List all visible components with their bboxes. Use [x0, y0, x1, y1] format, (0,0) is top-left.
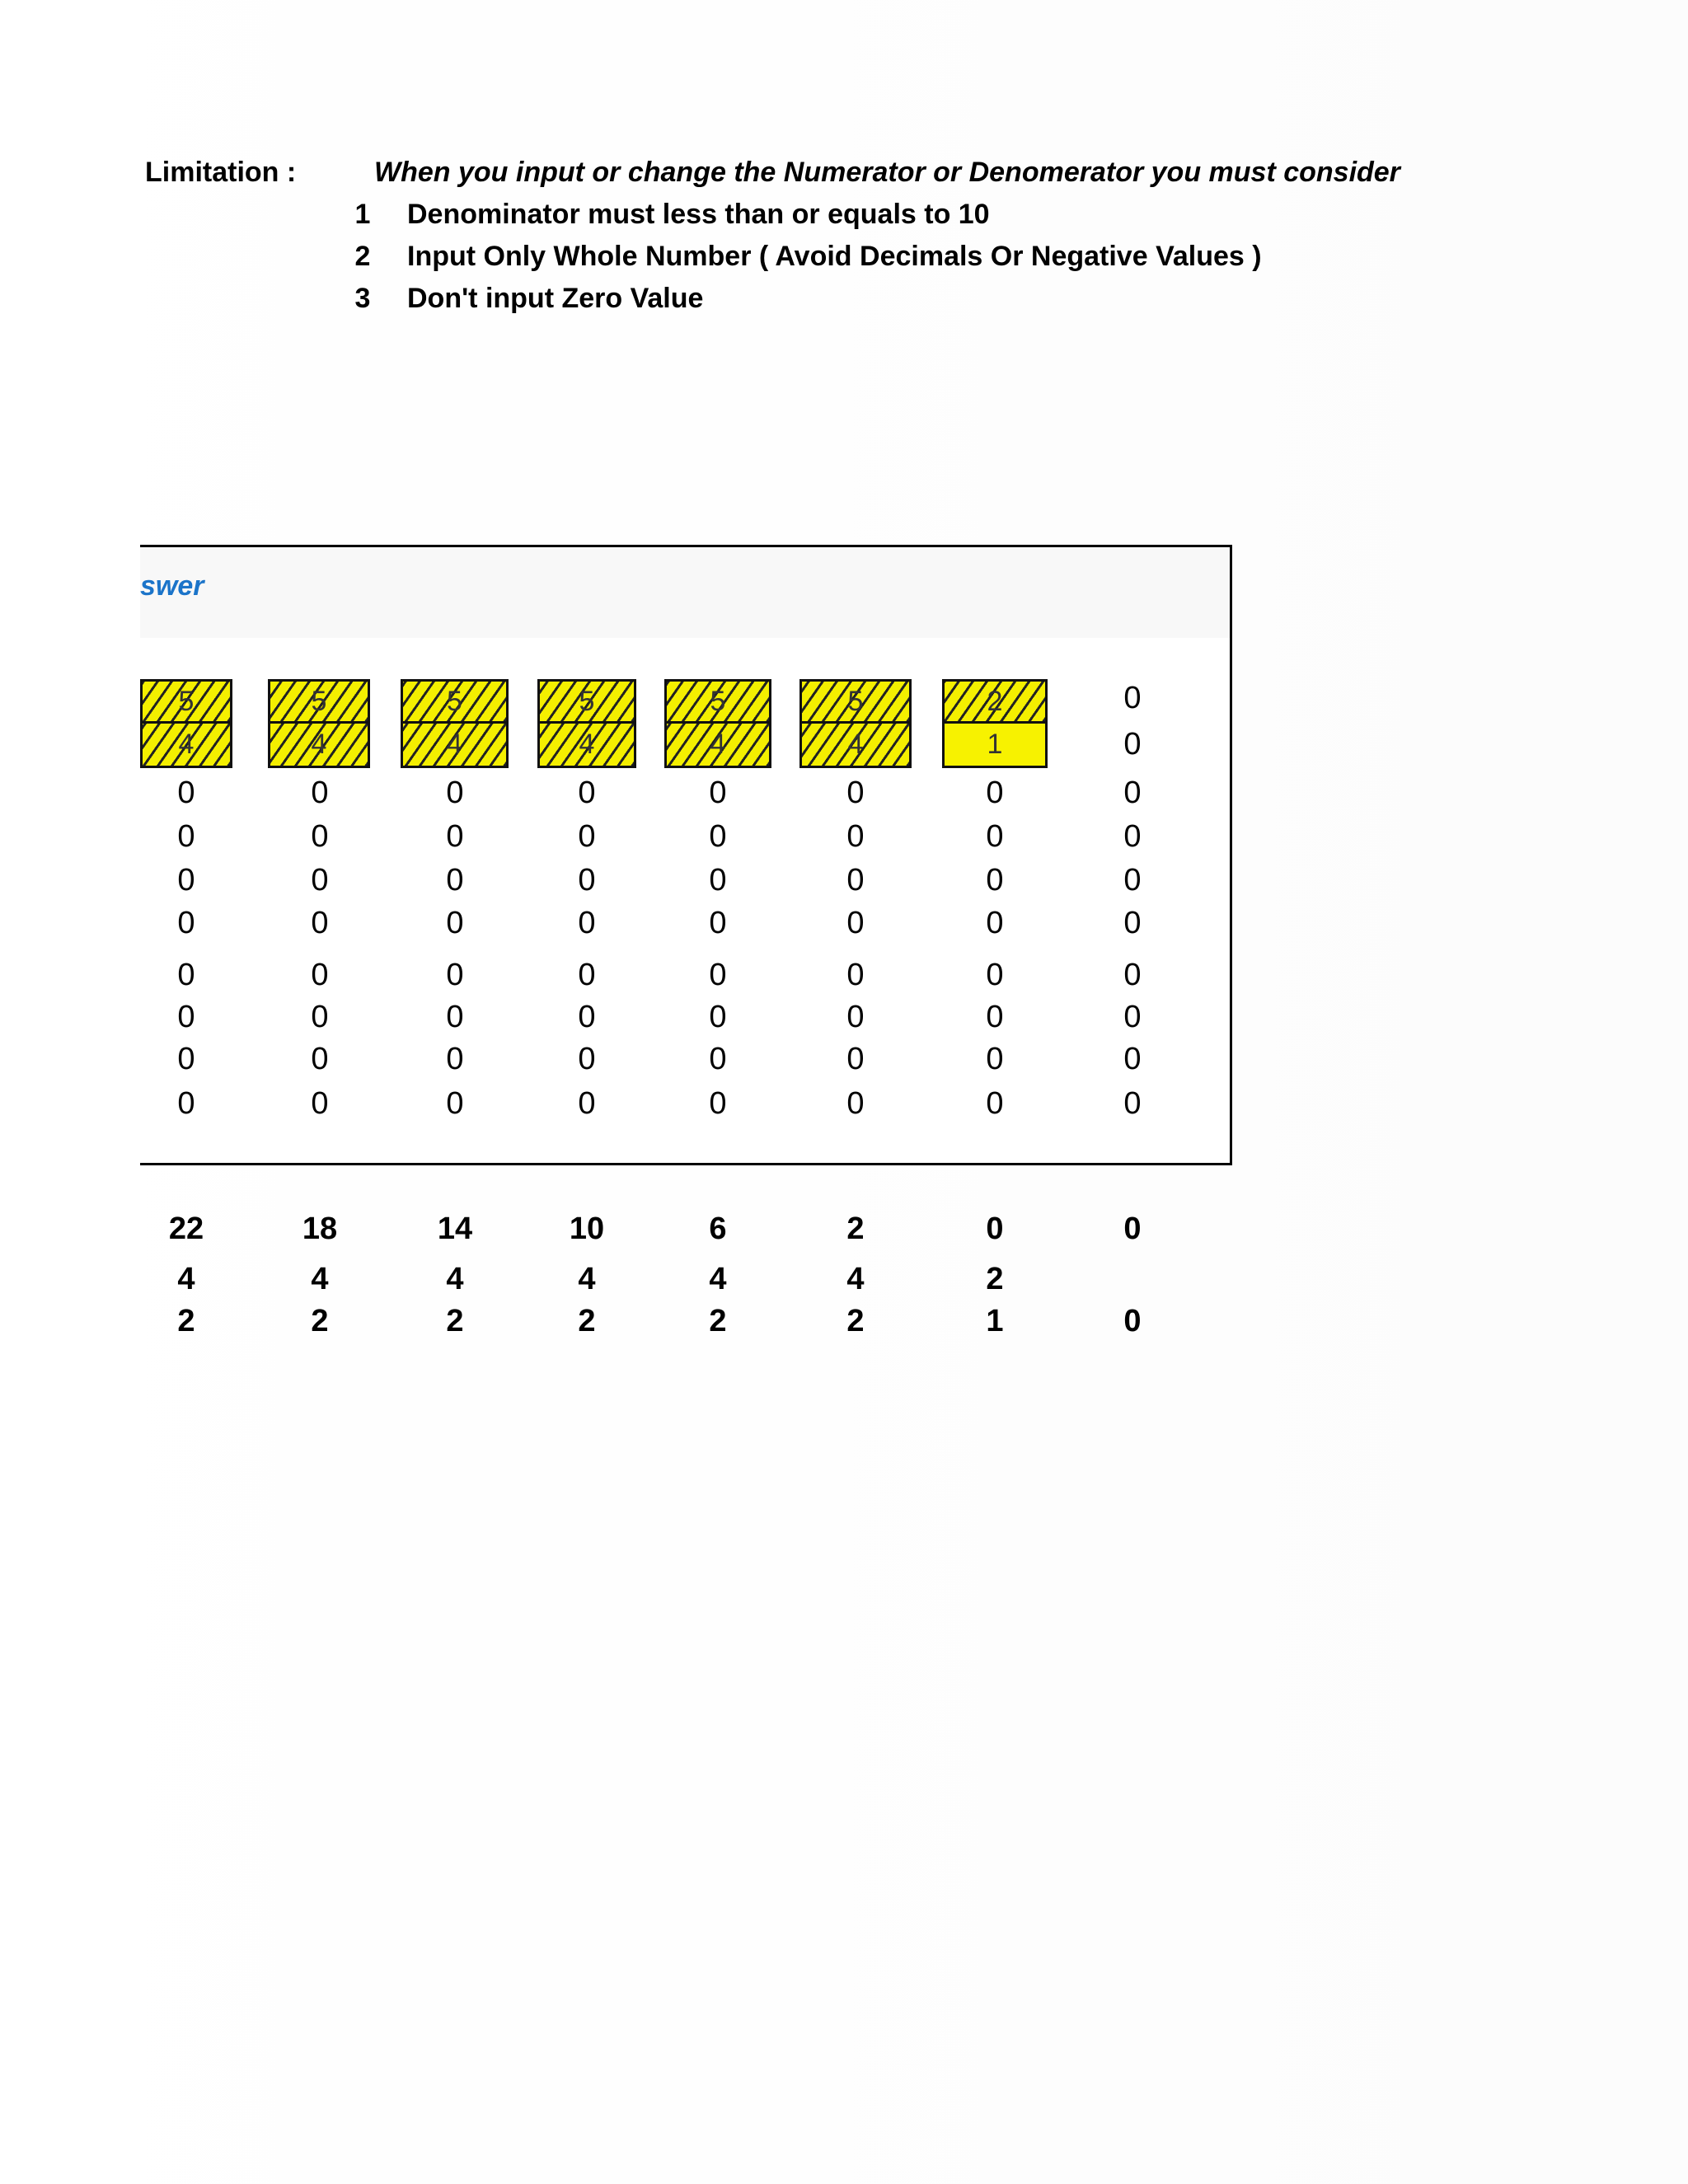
grid-cell: 0	[846, 819, 865, 854]
grid-cell: 0	[446, 819, 464, 854]
fraction-numerator: 2	[945, 682, 1045, 724]
fraction-box	[401, 679, 509, 768]
grid-cell: 0	[986, 819, 1004, 854]
grid-cell: 0	[446, 1086, 464, 1121]
fraction-denominator: 4	[667, 724, 769, 766]
summary-cell: 4	[846, 1262, 865, 1296]
grid-cell: 0	[1123, 1086, 1142, 1121]
grid-cell: 0	[846, 958, 865, 992]
grid-cell: 0	[986, 906, 1004, 940]
grid-cell: 0	[1123, 819, 1142, 854]
grid-cell: 0	[1123, 906, 1142, 940]
grid-cell: 0	[709, 958, 727, 992]
fraction-denominator: 1	[945, 724, 1045, 766]
grid-cell: 0	[709, 776, 727, 810]
fraction-denominator: 4	[540, 724, 634, 766]
grid-cell: 0	[846, 906, 865, 940]
fraction-box	[537, 679, 636, 768]
fraction-denominator: 4	[802, 724, 909, 766]
grid-cell: 0	[1123, 776, 1142, 810]
grid-cell: 0	[709, 906, 727, 940]
summary-cell: 4	[578, 1262, 596, 1296]
fraction-denominator: 4	[403, 724, 506, 766]
grid-cell: 0	[709, 1000, 727, 1034]
rule-text: Don't input Zero Value	[407, 283, 704, 314]
grid-cell: 0	[177, 863, 195, 898]
grid-cell: 0	[311, 819, 329, 854]
answer-label: swer	[140, 570, 204, 602]
summary-cell: 18	[302, 1212, 338, 1246]
limitation-label: Limitation :	[145, 157, 297, 188]
grid-cell: 0	[446, 776, 464, 810]
summary-cell: 14	[437, 1212, 473, 1246]
grid-cell: 0	[578, 1042, 596, 1076]
summary-cell: 6	[709, 1212, 727, 1246]
grid-cell: 0	[177, 1086, 195, 1121]
grid-cell: 0	[1123, 1000, 1142, 1034]
grid-cell: 0	[1123, 681, 1142, 715]
fraction-numerator: 5	[143, 682, 230, 724]
summary-cell: 0	[1123, 1212, 1142, 1246]
grid-cell: 0	[446, 906, 464, 940]
grid-cell: 0	[846, 1042, 865, 1076]
grid-cell: 0	[311, 776, 329, 810]
rule-number: 1	[354, 199, 371, 230]
grid-cell: 0	[846, 863, 865, 898]
grid-cell: 0	[1123, 863, 1142, 898]
summary-cell: 2	[986, 1262, 1004, 1296]
rule-text: Input Only Whole Number ( Avoid Decimals Or Negative Values )	[407, 241, 1262, 272]
summary-cell: 4	[177, 1262, 195, 1296]
grid-cell: 0	[311, 1086, 329, 1121]
grid-cell: 0	[446, 958, 464, 992]
grid-cell: 0	[311, 1000, 329, 1034]
grid-cell: 0	[578, 958, 596, 992]
fraction-denominator: 4	[143, 724, 230, 766]
fraction-box	[268, 679, 370, 768]
grid-cell: 0	[177, 1000, 195, 1034]
fraction-numerator: 5	[540, 682, 634, 724]
grid-cell: 0	[1123, 1042, 1142, 1076]
summary-cell: 2	[177, 1304, 195, 1338]
fraction-box	[942, 679, 1048, 768]
summary-cell: 4	[446, 1262, 464, 1296]
grid-cell: 0	[1123, 958, 1142, 992]
rule-number: 3	[354, 283, 371, 314]
grid-cell: 0	[986, 1000, 1004, 1034]
summary-cell: 2	[446, 1304, 464, 1338]
summary-cell: 2	[846, 1304, 865, 1338]
summary-cell: 0	[1123, 1304, 1142, 1338]
grid-cell: 0	[177, 906, 195, 940]
grid-cell: 0	[986, 958, 1004, 992]
fraction-numerator: 5	[667, 682, 769, 724]
grid-cell: 0	[1123, 727, 1142, 762]
grid-cell: 0	[446, 1000, 464, 1034]
rule-text: Denominator must less than or equals to 10	[407, 199, 990, 230]
grid-cell: 0	[446, 1042, 464, 1076]
grid-cell: 0	[578, 776, 596, 810]
grid-cell: 0	[177, 819, 195, 854]
grid-cell: 0	[578, 906, 596, 940]
answer-header-band	[140, 547, 1230, 638]
summary-cell: 1	[986, 1304, 1004, 1338]
summary-cell: 0	[986, 1212, 1004, 1246]
grid-cell: 0	[709, 1086, 727, 1121]
grid-cell: 0	[578, 819, 596, 854]
grid-cell: 0	[986, 1086, 1004, 1121]
summary-cell: 22	[168, 1212, 204, 1246]
summary-cell: 2	[846, 1212, 865, 1246]
summary-cell: 2	[578, 1304, 596, 1338]
fraction-box	[799, 679, 912, 768]
summary-cell: 2	[709, 1304, 727, 1338]
grid-cell: 0	[709, 1042, 727, 1076]
fraction-numerator: 5	[802, 682, 909, 724]
grid-cell: 0	[986, 776, 1004, 810]
grid-cell: 0	[177, 1042, 195, 1076]
grid-cell: 0	[846, 1000, 865, 1034]
fraction-numerator: 5	[270, 682, 368, 724]
grid-cell: 0	[311, 906, 329, 940]
grid-cell: 0	[311, 1042, 329, 1076]
grid-cell: 0	[578, 1086, 596, 1121]
grid-cell: 0	[446, 863, 464, 898]
grid-cell: 0	[986, 1042, 1004, 1076]
grid-cell: 0	[177, 776, 195, 810]
fraction-denominator: 4	[270, 724, 368, 766]
grid-cell: 0	[311, 958, 329, 992]
summary-cell: 10	[569, 1212, 605, 1246]
limitation-intro: When you input or change the Numerator or Denomerator you must consider	[374, 157, 1400, 188]
grid-cell: 0	[709, 863, 727, 898]
summary-cell: 4	[311, 1262, 329, 1296]
rule-number: 2	[354, 241, 371, 272]
summary-cell: 2	[311, 1304, 329, 1338]
fraction-numerator: 5	[403, 682, 506, 724]
grid-cell: 0	[311, 863, 329, 898]
fraction-box	[140, 679, 232, 768]
grid-cell: 0	[846, 776, 865, 810]
fraction-box	[664, 679, 771, 768]
grid-cell: 0	[986, 863, 1004, 898]
grid-cell: 0	[177, 958, 195, 992]
grid-cell: 0	[578, 863, 596, 898]
summary-cell: 4	[709, 1262, 727, 1296]
grid-cell: 0	[846, 1086, 865, 1121]
grid-cell: 0	[578, 1000, 596, 1034]
grid-cell: 0	[709, 819, 727, 854]
